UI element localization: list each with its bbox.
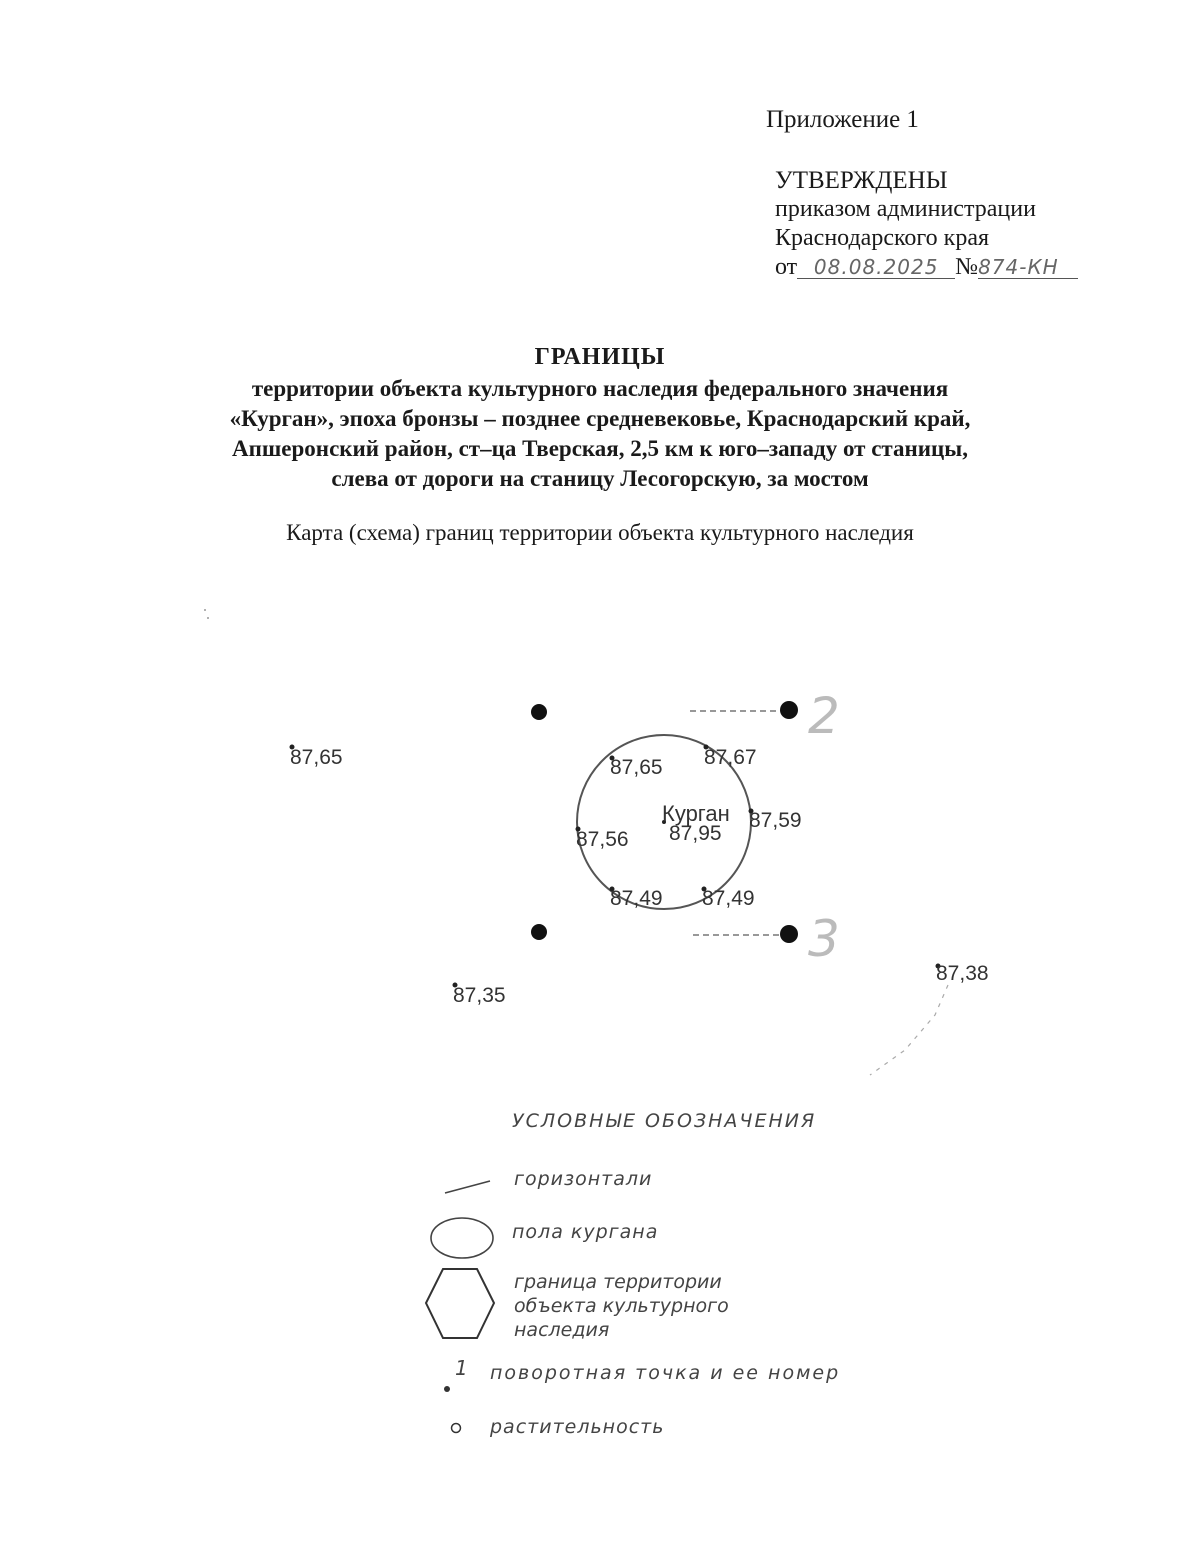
point-3-number: 3 xyxy=(808,910,840,968)
legend-turning-point-number: 1 xyxy=(455,1356,468,1380)
legend-mound-symbol xyxy=(431,1218,493,1258)
legend-boundary-line-3: наследия xyxy=(514,1319,610,1341)
title-main: ГРАНИЦЫ xyxy=(534,344,666,370)
legend-contours-label: горизонтали xyxy=(514,1168,653,1190)
kurgan-label: Курган xyxy=(662,801,730,826)
turning-point-2 xyxy=(780,701,798,719)
turning-point-1 xyxy=(531,704,547,720)
legend-boundary-symbol xyxy=(426,1269,494,1338)
approved-line-1: приказом администрации xyxy=(775,196,1036,222)
elevation-label-top-left: 87,65 xyxy=(610,756,663,779)
map-subtitle: Карта (схема) границ территории объекта культурного наследия xyxy=(286,520,914,545)
point-2-number: 2 xyxy=(808,687,840,745)
elevation-dots xyxy=(290,745,941,988)
approved-title: УТВЕРЖДЕНЫ xyxy=(775,167,948,194)
elevation-label-left: 87,56 xyxy=(576,828,629,851)
title-line-3: Апшеронский район, ст–ца Тверская, 2,5 км к юго–западу от станицы, xyxy=(232,436,968,461)
handwritten-date: 08.08.2025 xyxy=(797,256,955,279)
legend-mound-label: пола кургана xyxy=(512,1221,659,1243)
scan-specks xyxy=(204,609,209,619)
elevation-label-bottom-left: 87,49 xyxy=(610,887,663,910)
elevation-label-bottom-right: 87,49 xyxy=(702,887,755,910)
kurgan-center-elevation: 87,95 xyxy=(669,822,722,845)
title-line-2: «Курган», эпоха бронзы – позднее средневековье, Краснодарский край, xyxy=(229,406,971,431)
number-sign: № xyxy=(955,254,979,280)
approval-block xyxy=(775,166,1078,282)
contour-line-right xyxy=(870,985,948,1075)
legend-title: УСЛОВНЫЕ ОБОЗНАЧЕНИЯ xyxy=(512,1110,817,1132)
turning-point-3 xyxy=(780,925,798,943)
approval-date-line xyxy=(775,253,1078,282)
handwritten-number: 874-КН xyxy=(978,256,1078,279)
title-line-4: слева от дороги на станицу Лесогорскую, за мостом xyxy=(331,466,869,491)
legend-turning-point-symbol xyxy=(444,1386,450,1392)
legend-boundary-label xyxy=(514,1270,729,1342)
document-title xyxy=(150,342,1050,494)
elevation-label-far-left: 87,65 xyxy=(290,746,343,769)
legend-turning-point-label: поворотная точка и ее номер xyxy=(490,1362,841,1384)
elevation-label-right: 87,59 xyxy=(749,809,802,832)
elevation-label-far-bottom-right: 87,38 xyxy=(936,962,989,985)
elevation-label-far-bottom-left: 87,35 xyxy=(453,984,506,1007)
title-line-1: территории объекта культурного наследия федерального значения xyxy=(251,376,949,401)
legend-boundary-line-1: граница территории xyxy=(514,1271,722,1293)
legend-vegetation-label: растительность xyxy=(490,1416,665,1438)
legend-boundary-line-2: объекта культурного xyxy=(514,1295,729,1317)
legend-vegetation-symbol xyxy=(452,1424,461,1433)
appendix-label: Приложение 1 xyxy=(766,106,919,133)
legend-contour-symbol xyxy=(445,1181,490,1193)
from-prefix: от xyxy=(775,254,798,280)
map-scheme xyxy=(0,580,1200,1110)
elevation-label-top-right: 87,67 xyxy=(704,746,757,769)
approved-line-2: Краснодарского края xyxy=(775,225,990,251)
turning-point-4 xyxy=(531,924,547,940)
